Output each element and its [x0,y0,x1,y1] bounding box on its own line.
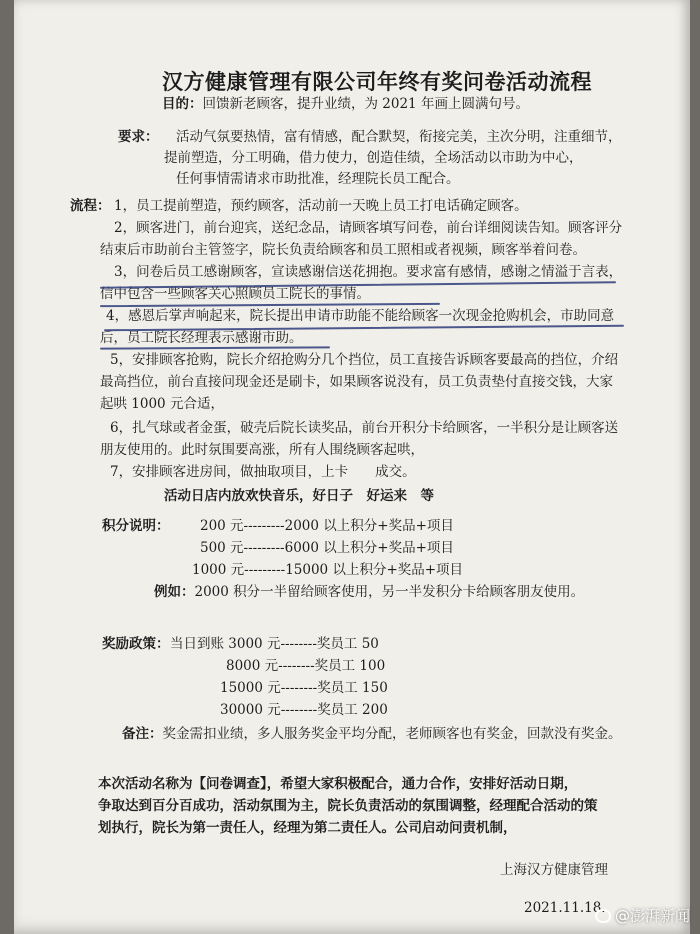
signature: 上海汉方健康管理 [500,862,608,878]
flow-line: 结束后市助前台主管签字，院长负责给顾客和员工照相或者视频，顾客举着问卷。 [100,242,586,258]
flow-line: 1，员工提前塑造，预约顾客，活动前一天晚上员工打电话确定顾客。 [114,198,528,214]
example-label: 例如： [154,584,195,600]
weibo-icon [595,909,611,923]
document-date: 2021.11.18. [524,900,606,916]
points-line: 200 元---------2000 以上积分+奖品+项目 [200,518,454,534]
reward-line: 8000 元--------奖员工 100 [226,658,386,674]
example-text: 2000 积分一半留给顾客使用，另一半发积分卡给顾客朋友使用。 [194,584,585,600]
watermark-text: @澎湃新闻 [614,907,690,925]
purpose-text: 回馈新老顾客，提升业绩，为 2021 年画上圆满句号。 [202,96,529,112]
requirements-line: 任何事情需请求市助批准，经理院长员工配合。 [176,171,460,187]
flow-line: 起哄 1000 元合适， [100,396,224,412]
reward-line: 15000 元--------奖员工 150 [220,680,388,696]
flow-line: 信中包含一些顾客关心照顾员工院长的事情。 [100,286,370,302]
flow-line: 后，员工院长经理表示感谢市助。 [100,330,303,346]
music-line: 活动日店内放欢快音乐，好日子 好运来 等 [164,488,434,504]
watermark [595,905,690,926]
requirements-line: 活动气氛要热情，富有情感，配合默契，衔接完美，主次分明，注重细节， [176,129,622,145]
flow-line: 3，问卷后员工感谢顾客，宣读感谢信送花拥抱。要求富有感情，感谢之情溢于言表， [114,264,623,280]
points-label: 积分说明： [102,518,170,534]
reward-label: 奖励政策： [102,636,170,652]
note-text: 奖金需扣业绩，多人服务奖金平均分配，老师顾客也有奖金，回款没有奖金。 [162,726,622,742]
flow-line: 7，安排顾客进房间，做抽取项目，上卡 成交。 [110,464,416,480]
requirements-line: 提前塑造，分工明确，借力使力，创造佳绩，全场活动以市助为中心， [164,150,583,166]
requirements-label: 要求： [118,129,159,145]
document-page [14,0,690,934]
reward-line: 当日到账 3000 元--------奖员工 50 [170,636,379,652]
flow-label: 流程： [70,198,111,214]
flow-line: 最高挡位，前台直接问现金还是刷卡，如果顾客说没有，员工负责垫付直接交钱，大家 [100,374,613,390]
flow-line: 5，安排顾客抢购，院长介绍抢购分几个挡位，员工直接告诉顾客要最高的挡位，介绍 [110,352,619,368]
purpose-section [162,94,529,115]
purpose-label: 目的： [162,96,203,112]
closing-line: 划执行，院长为第一责任人，经理为第二责任人。公司启动问责机制， [98,820,517,836]
document-title: 汉方健康管理有限公司年终有奖问卷活动流程 [162,69,592,94]
points-line: 1000 元---------15000 以上积分+奖品+项目 [192,562,464,578]
flow-line: 2，顾客进门，前台迎宾，送纪念品，请顾客填写问卷，前台详细阅读告知。顾客评分 [114,220,623,236]
closing-line: 争取达到百分百成功，活动氛围为主，院长负责活动的氛围调整，经理配合活动的策 [98,798,598,814]
flow-line: 朋友使用的。此时氛围要高涨，所有人围绕顾客起哄， [100,442,424,458]
note-section [122,724,622,745]
flow-line: 4，感恩后掌声响起来，院长提出申请市助能不能给顾客一次现金抢购机会，市助同意 [106,308,615,324]
note-label: 备注： [122,726,163,742]
points-line: 500 元---------6000 以上积分+奖品+项目 [200,540,454,556]
closing-line: 本次活动名称为【问卷调查】，希望大家积极配合，通力合作，安排好活动日期， [98,776,578,792]
example-section [154,582,584,603]
reward-line: 30000 元--------奖员工 200 [220,702,388,718]
flow-line: 6，扎气球或者金蛋，破壳后院长读奖品，前台开积分卡给顾客，一半积分是让顾客送 [110,420,619,436]
